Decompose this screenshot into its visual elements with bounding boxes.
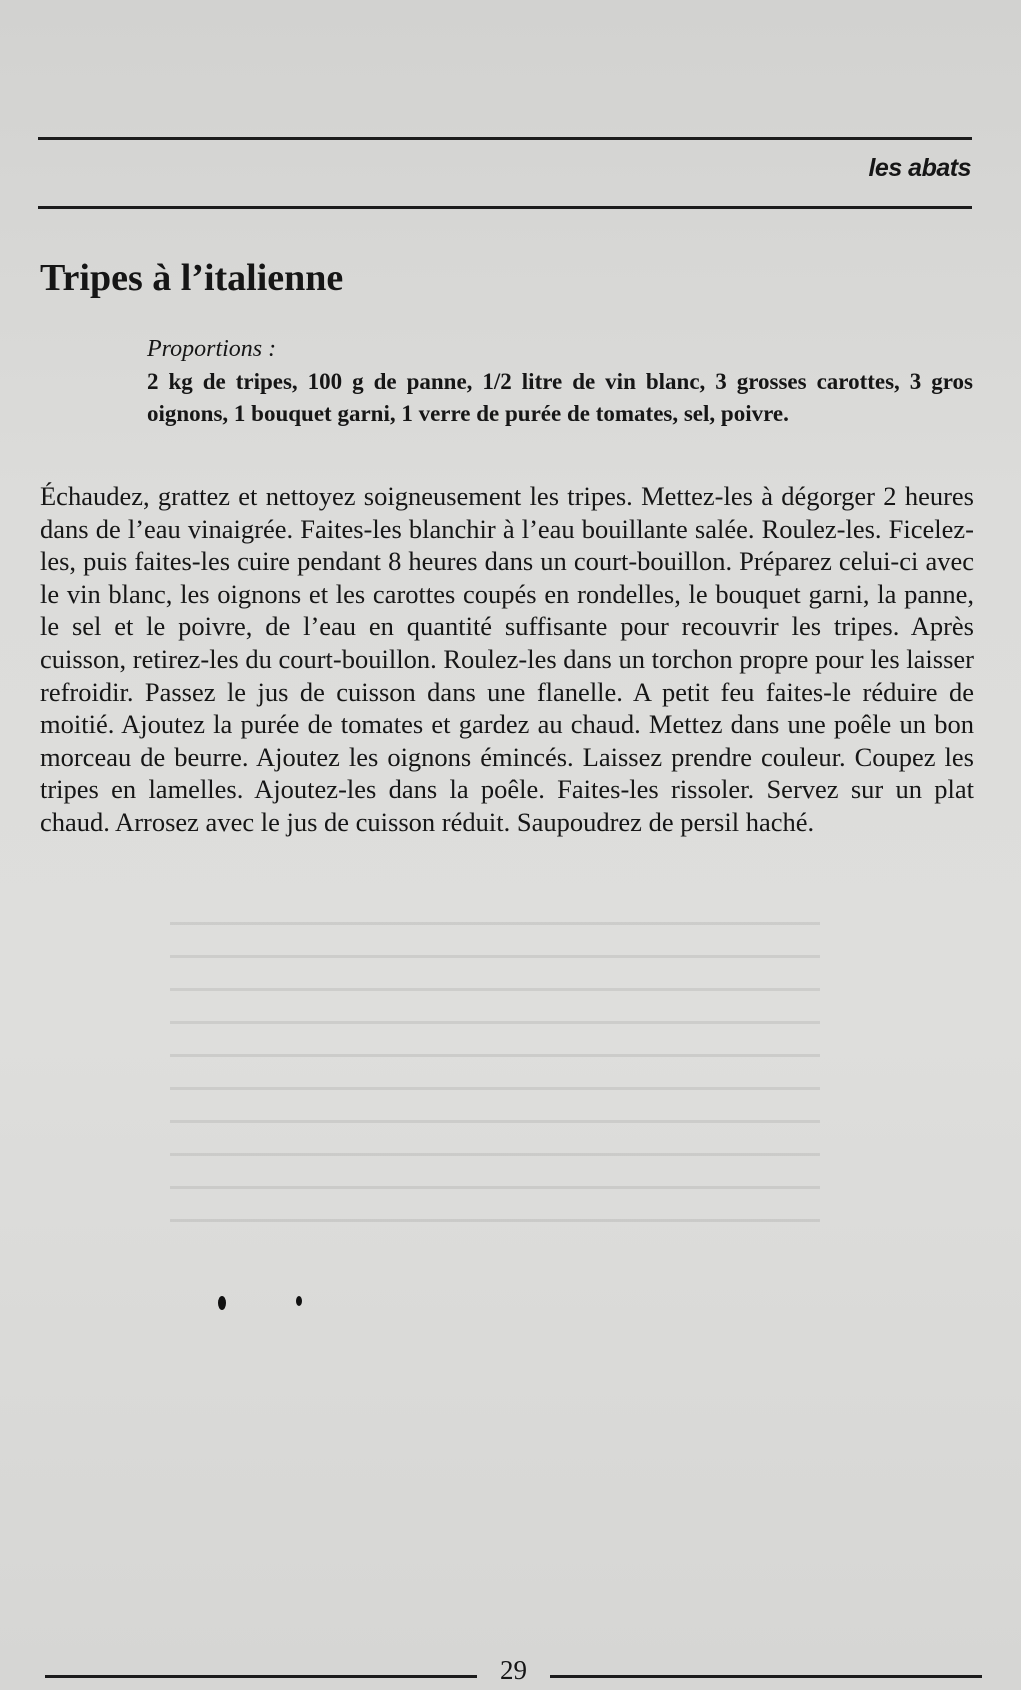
- ink-spot: [218, 1296, 226, 1310]
- section-label: les abats: [868, 154, 971, 182]
- recipe-instructions: Échaudez, grattez et nettoyez soigneusement les tripes. Mettez-les à dégorger 2 heures dans de l’eau vinaigrée. Faites-les blanchir à l’eau bouillante salée. Roulez-les. Ficelez-les, puis faites-les cuire pendant 8 heures dans un court-bouillon. Préparez celui-ci avec le vin blanc, les oignons et les carottes coupés en rondelles, le bouquet garni, la panne, le sel et le poivre, de l’eau en quantité suffisante pour recouvrir les tripes. Après cuisson, retirez-les du court-bouillon. Roulez-les dans un torchon propre pour les laisser refroidir. Passez le jus de cuisson dans une flanelle. A petit feu faites-le réduire de moitié. Ajoutez la purée de tomates et gardez au chaud. Mettez dans une poêle un bon morceau de beurre. Ajoutez les oignons émincés. Laissez prendre couleur. Coupez les tripes en lamelles. Ajoutez-les dans la poêle. Faites-les rissoler. Servez sur un plat chaud. Arrosez avec le jus de cuisson réduit. Saupoudrez de persil haché.: [40, 481, 974, 837]
- recipe-title: Tripes à l’italienne: [40, 257, 344, 299]
- proportions-label: Proportions :: [147, 336, 277, 362]
- proportions-block: [147, 333, 973, 430]
- ink-spot: [296, 1296, 302, 1306]
- show-through-text: [170, 922, 820, 1252]
- footer-rule-right: [550, 1675, 982, 1678]
- ingredients-list: 2 kg de tripes, 100 g de panne, 1/2 litre de vin blanc, 3 grosses carottes, 3 gros oignons, 1 bouquet garni, 1 verre de purée de tomates, sel, poivre.: [147, 369, 973, 426]
- header-rule-top: [38, 137, 972, 140]
- page-number: 29: [500, 1655, 527, 1685]
- header-rule-bottom: [38, 206, 972, 209]
- footer-rule-left: [45, 1675, 477, 1678]
